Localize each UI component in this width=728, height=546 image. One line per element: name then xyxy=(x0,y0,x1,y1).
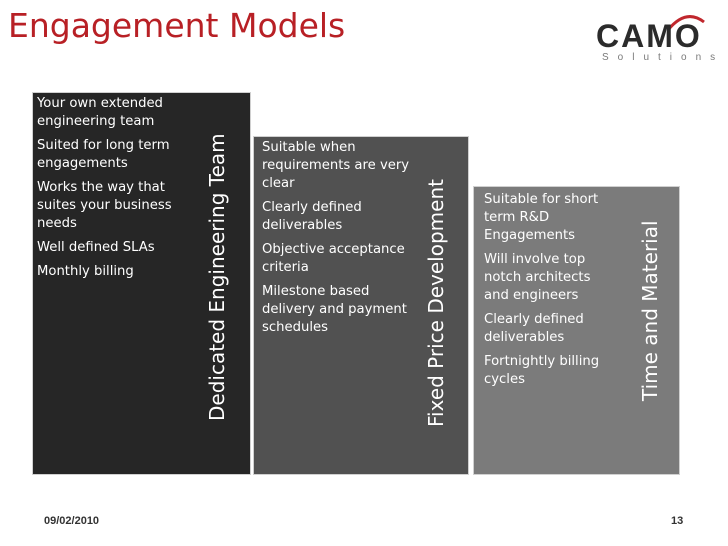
model-label: Dedicated Engineering Team xyxy=(205,133,229,421)
logo-wordmark: CAMO xyxy=(596,18,702,54)
model-bullets xyxy=(262,139,410,343)
bullet-item: Monthly billing xyxy=(37,264,134,279)
bullet-item: Well defined SLAs xyxy=(37,240,155,255)
model-panel-dedicated xyxy=(32,92,251,475)
model-panel-time-material xyxy=(473,186,680,475)
slide-title: Engagement Models xyxy=(8,6,346,45)
model-label: Time and Material xyxy=(638,220,662,401)
bullet-item: Suitable when requirements are very clear xyxy=(262,140,410,191)
footer-date: 09/02/2010 xyxy=(44,515,100,527)
bullet-item: Objective acceptance criteria xyxy=(262,242,405,275)
bullet-item: Suitable for short term R&D Engagements xyxy=(484,192,599,243)
model-bullets xyxy=(37,95,197,287)
camo-logo xyxy=(596,18,724,68)
page-number: 13 xyxy=(671,515,684,527)
bullet-item: Clearly defined deliverables xyxy=(262,200,362,233)
bullet-item: Suited for long term engagements xyxy=(37,138,170,171)
bullet-item: Fortnightly billing cycles xyxy=(484,354,600,387)
logo-tagline: Solutions xyxy=(602,52,725,63)
bullet-item: Clearly defined deliverables xyxy=(484,312,584,345)
model-label: Fixed Price Development xyxy=(424,179,448,427)
model-panel-fixed-price xyxy=(253,136,469,475)
bullet-item: Your own extended engineering team xyxy=(37,96,163,129)
model-bullets xyxy=(484,191,614,395)
bullet-item: Works the way that suites your business needs xyxy=(37,180,172,231)
bullet-item: Milestone based delivery and payment schedules xyxy=(262,284,407,335)
bullet-item: Will involve top notch architects and engineers xyxy=(484,252,591,303)
